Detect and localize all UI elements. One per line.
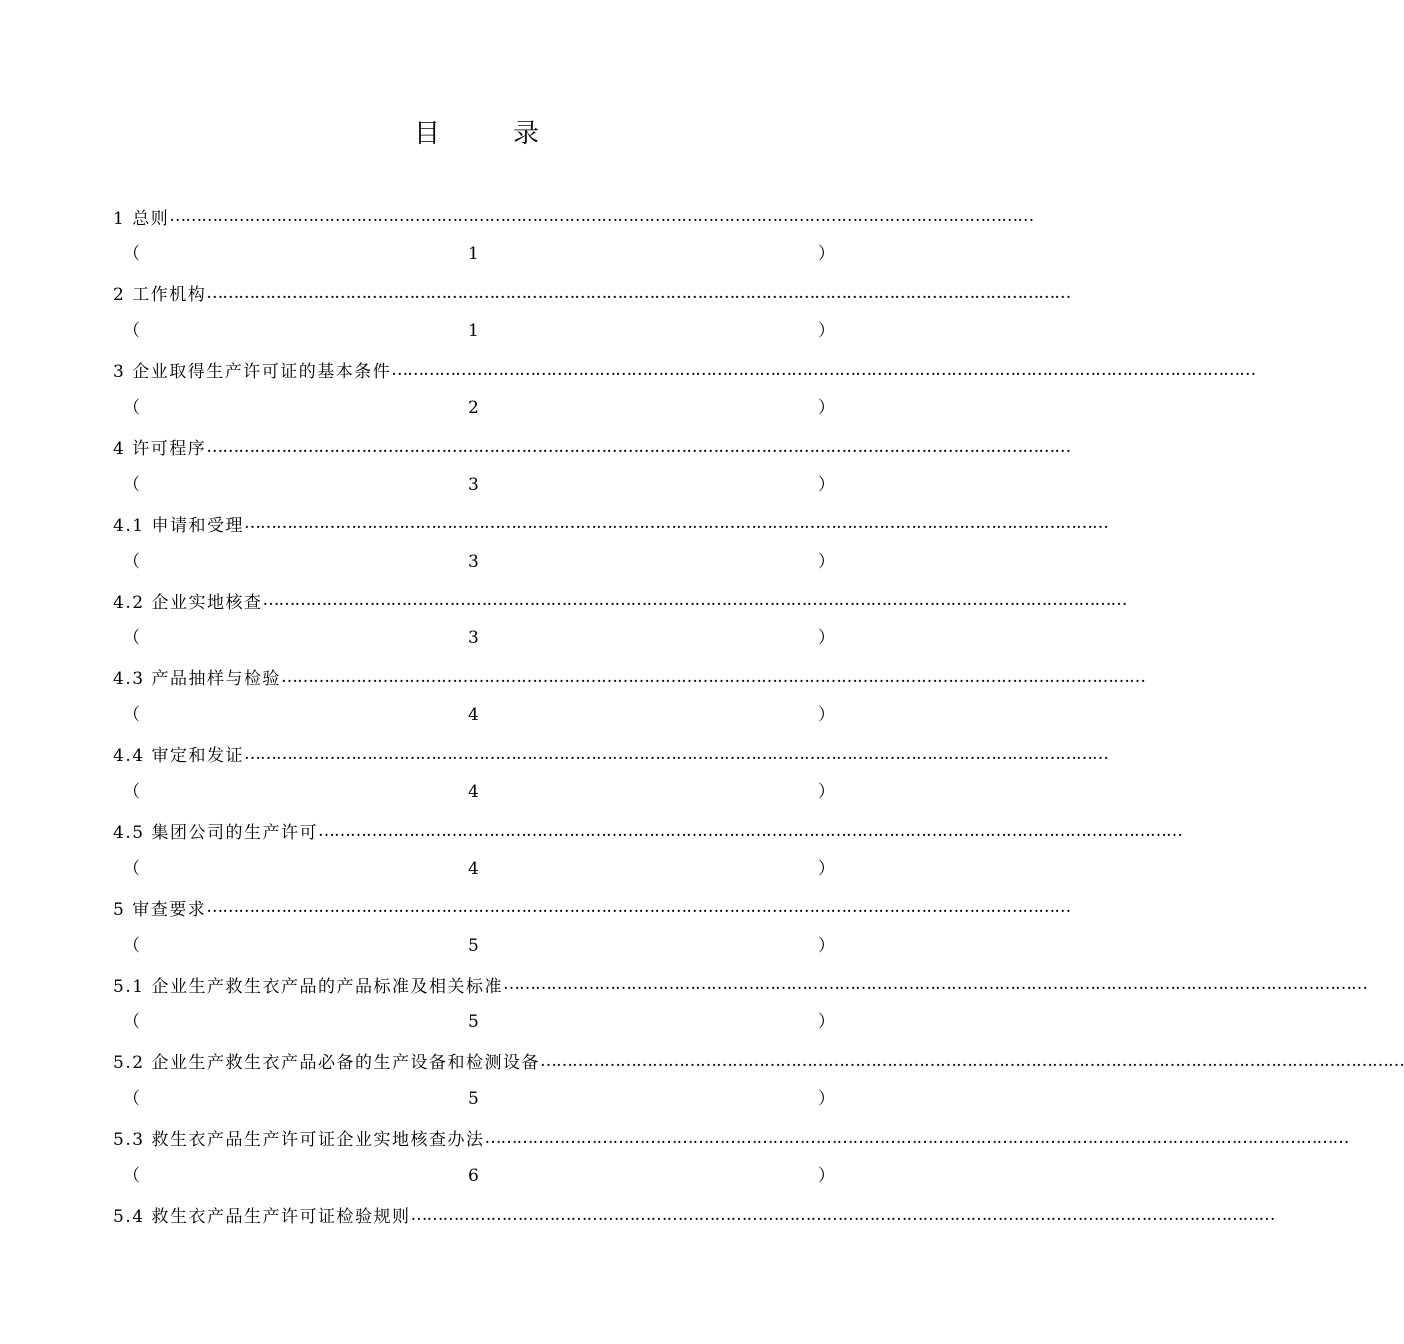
toc-page-line bbox=[113, 773, 835, 811]
toc-entry-heading[interactable] bbox=[113, 1042, 1404, 1080]
left-paren: （ bbox=[123, 244, 140, 265]
toc-page-number: 4 bbox=[468, 781, 479, 802]
toc-entry-label: 5.1 企业生产救生衣产品的产品标准及相关标准 bbox=[113, 976, 503, 997]
left-paren: （ bbox=[123, 1012, 140, 1033]
toc-page-number: 1 bbox=[468, 244, 479, 265]
toc-entry[interactable] bbox=[113, 658, 1145, 735]
toc-entry-label: 3 企业取得生产许可证的基本条件 bbox=[113, 362, 392, 383]
toc-entry-heading[interactable] bbox=[113, 351, 1256, 389]
left-paren: （ bbox=[123, 1165, 140, 1186]
toc-entry[interactable] bbox=[113, 1042, 1404, 1119]
right-paren: ） bbox=[818, 705, 835, 726]
toc-entry-heading[interactable] bbox=[113, 274, 1071, 312]
right-paren: ） bbox=[818, 858, 835, 879]
left-paren: （ bbox=[123, 781, 140, 802]
toc-page-number: 5 bbox=[468, 1089, 479, 1110]
right-paren: ） bbox=[818, 321, 835, 342]
toc-leader-dots: ……………………………………………………………………………………………………………………………………………… bbox=[317, 820, 1182, 841]
toc-leader-dots: ……………………………………………………………………………………………………………………………………………… bbox=[243, 513, 1108, 534]
right-paren: ） bbox=[818, 1089, 835, 1110]
toc-leader-dots: ……………………………………………………………………………………………………………………………………………… bbox=[169, 206, 1034, 227]
toc-entry[interactable] bbox=[113, 351, 1256, 428]
toc-page-line bbox=[113, 235, 835, 273]
toc-entry-label: 1 总则 bbox=[113, 208, 170, 229]
right-paren: ） bbox=[818, 397, 835, 418]
toc-entry-label: 5.4 救生衣产品生产许可证检验规则 bbox=[113, 1207, 411, 1228]
toc-leader-dots: ……………………………………………………………………………………………………………………………………………… bbox=[206, 282, 1071, 303]
toc-entry[interactable] bbox=[113, 1119, 1349, 1196]
toc-entry-heading[interactable] bbox=[113, 811, 1182, 849]
right-paren: ） bbox=[818, 244, 835, 265]
right-paren: ） bbox=[818, 935, 835, 956]
toc-page-line bbox=[113, 466, 835, 504]
toc-entry[interactable] bbox=[113, 888, 1071, 965]
toc-title bbox=[0, 114, 950, 154]
toc-entry-label: 4.3 产品抽样与检验 bbox=[113, 669, 281, 690]
toc-page-number: 3 bbox=[468, 628, 479, 649]
toc-page-number: 5 bbox=[468, 935, 479, 956]
left-paren: （ bbox=[123, 628, 140, 649]
toc-entry[interactable] bbox=[113, 504, 1108, 581]
toc-page-line bbox=[113, 312, 835, 350]
toc-leader-dots: ……………………………………………………………………………………………………………………………………………… bbox=[539, 1050, 1404, 1071]
left-paren: （ bbox=[123, 397, 140, 418]
toc-page-line bbox=[113, 543, 835, 581]
toc-page-number: 1 bbox=[468, 321, 479, 342]
toc-entry-label: 4 许可程序 bbox=[113, 439, 207, 460]
toc-entry-heading[interactable] bbox=[113, 581, 1127, 619]
toc-entry[interactable] bbox=[113, 811, 1182, 888]
toc-entry-heading[interactable] bbox=[113, 1195, 1275, 1233]
toc-entry-heading[interactable] bbox=[113, 197, 1034, 235]
toc-page-number: 5 bbox=[468, 1012, 479, 1033]
toc-leader-dots: ……………………………………………………………………………………………………………………………………………… bbox=[410, 1204, 1275, 1225]
toc-page-line bbox=[113, 850, 835, 888]
toc-entry-heading[interactable] bbox=[113, 888, 1071, 926]
toc-title-char-1: 目 bbox=[414, 119, 441, 149]
toc-leader-dots: ……………………………………………………………………………………………………………………………………………… bbox=[280, 666, 1145, 687]
left-paren: （ bbox=[123, 551, 140, 572]
toc-entry-heading[interactable] bbox=[113, 427, 1071, 465]
toc-entry[interactable] bbox=[113, 581, 1127, 658]
toc-entry-label: 4.5 集团公司的生产许可 bbox=[113, 823, 318, 844]
toc-title-char-2: 录 bbox=[513, 119, 540, 149]
toc-entry-label: 4.4 审定和发证 bbox=[113, 746, 244, 767]
toc-entry-label: 2 工作机构 bbox=[113, 285, 207, 306]
toc-leader-dots: ……………………………………………………………………………………………………………………………………………… bbox=[391, 359, 1256, 380]
toc-entry[interactable] bbox=[113, 197, 1034, 274]
left-paren: （ bbox=[123, 858, 140, 879]
left-paren: （ bbox=[123, 474, 140, 495]
toc-page-number: 3 bbox=[468, 474, 479, 495]
toc-entry-heading[interactable] bbox=[113, 1119, 1349, 1157]
toc-leader-dots: ……………………………………………………………………………………………………………………………………………… bbox=[262, 590, 1127, 611]
toc-leader-dots: ……………………………………………………………………………………………………………………………………………… bbox=[502, 974, 1367, 995]
toc-entry[interactable] bbox=[113, 1195, 1275, 1272]
toc-leader-dots: ……………………………………………………………………………………………………………………………………………… bbox=[484, 1127, 1349, 1148]
toc-entry-label: 5.2 企业生产救生衣产品必备的生产设备和检测设备 bbox=[113, 1053, 540, 1074]
toc-page-number: 6 bbox=[468, 1165, 479, 1186]
toc-leader-dots: ……………………………………………………………………………………………………………………………………………… bbox=[206, 897, 1071, 918]
toc-entry-label: 4.2 企业实地核查 bbox=[113, 592, 263, 613]
toc-page-line bbox=[113, 389, 835, 427]
toc-page-number: 2 bbox=[468, 397, 479, 418]
toc-entry-heading[interactable] bbox=[113, 504, 1108, 542]
toc-entry-label: 4.1 申请和受理 bbox=[113, 515, 244, 536]
toc-page-line bbox=[113, 696, 835, 734]
toc-entry-label: 5.3 救生衣产品生产许可证企业实地核查办法 bbox=[113, 1130, 485, 1151]
toc-page-line bbox=[113, 1080, 835, 1118]
right-paren: ） bbox=[818, 474, 835, 495]
toc-page-line bbox=[113, 927, 835, 965]
toc-entry[interactable] bbox=[113, 965, 1367, 1042]
toc-page-line bbox=[113, 619, 835, 657]
toc-entry[interactable] bbox=[113, 735, 1108, 812]
right-paren: ） bbox=[818, 1012, 835, 1033]
toc-entry[interactable] bbox=[113, 427, 1071, 504]
table-of-contents bbox=[113, 197, 1404, 1272]
right-paren: ） bbox=[818, 781, 835, 802]
right-paren: ） bbox=[818, 551, 835, 572]
left-paren: （ bbox=[123, 1089, 140, 1110]
toc-page-number: 3 bbox=[468, 551, 479, 572]
left-paren: （ bbox=[123, 935, 140, 956]
right-paren: ） bbox=[818, 1165, 835, 1186]
toc-page-line bbox=[113, 1157, 835, 1195]
right-paren: ） bbox=[818, 628, 835, 649]
toc-page-line bbox=[113, 1003, 835, 1041]
toc-entry-heading[interactable] bbox=[113, 735, 1108, 773]
left-paren: （ bbox=[123, 321, 140, 342]
toc-entry[interactable] bbox=[113, 274, 1071, 351]
toc-leader-dots: ……………………………………………………………………………………………………………………………………………… bbox=[206, 436, 1071, 457]
toc-page-number: 4 bbox=[468, 705, 479, 726]
toc-leader-dots: ……………………………………………………………………………………………………………………………………………… bbox=[243, 743, 1108, 764]
toc-entry-label: 5 审查要求 bbox=[113, 899, 207, 920]
left-paren: （ bbox=[123, 705, 140, 726]
toc-entry-heading[interactable] bbox=[113, 658, 1145, 696]
toc-page-number: 4 bbox=[468, 858, 479, 879]
toc-entry-heading[interactable] bbox=[113, 965, 1367, 1003]
